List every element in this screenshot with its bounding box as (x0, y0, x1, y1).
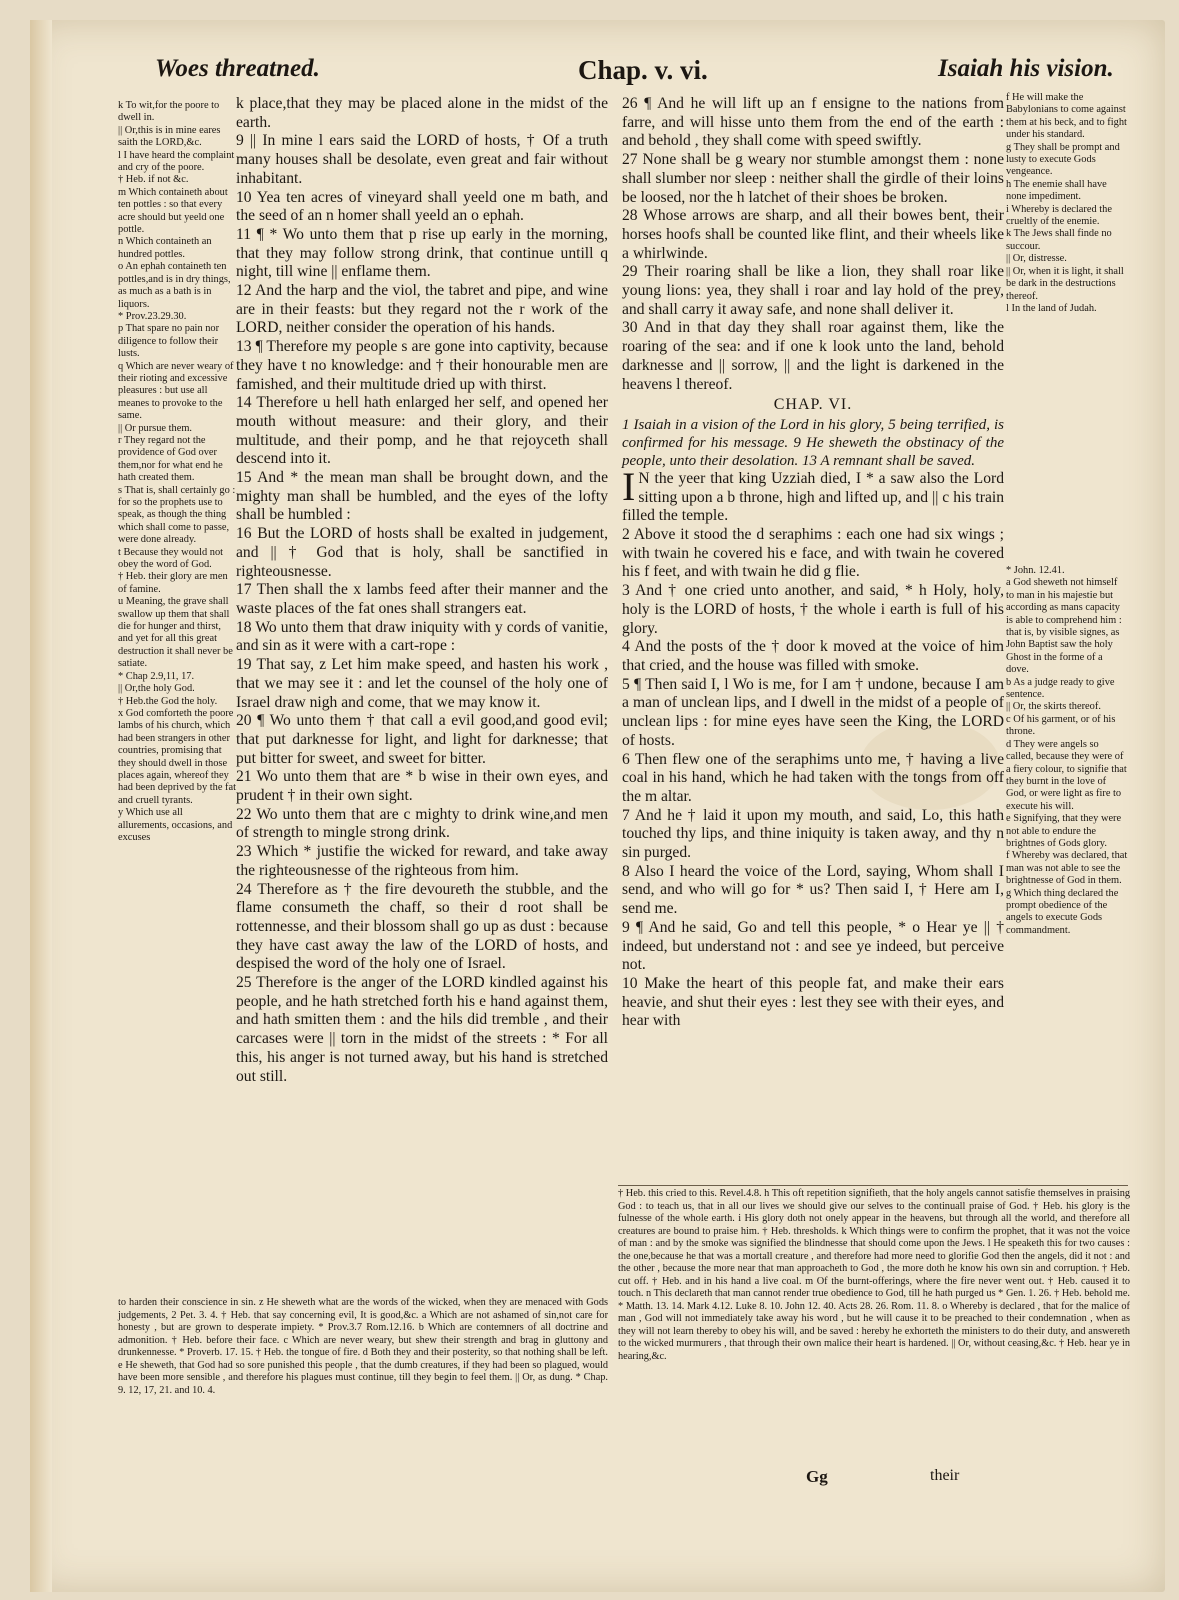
margin-note: l In the land of Judah. (1006, 302, 1097, 314)
margin-note: x God comforteth the poore lambs of his church, which had been strangers in other countries, promising that they should dwell in those places again, whereof they had been deprived by the fat and cruell tyrants. (118, 707, 237, 806)
verse: 6 Then flew one of the seraphims unto me, † having a live coal in his hand, which he had taken with the tongs from off the m altar. (622, 750, 1004, 805)
verse: 13 ¶ Therefore my people s are gone into captivity, because they have t no knowledge: and † their honourable men are famished, and their multitude dried up with thirst. (236, 338, 608, 393)
margin-note: || Or, when it is light, it shall be dark in the destructions thereof. (1006, 265, 1124, 302)
margin-note: m Which containeth about ten pottles : so that every acre should but yeeld one pottle. (118, 186, 228, 236)
margin-note: † Heb.the God the holy. (118, 695, 218, 707)
margin-note: * Prov.23.29.30. (118, 310, 187, 322)
verse: 3 And † one cried unto another, and said, * h Holy, holy, holy is the LORD of hosts, † the whole i earth is full of his glory. (622, 582, 1004, 637)
margin-note: t Because they would not obey the word of God. (118, 546, 224, 571)
verse: 10 Yea ten acres of vineyard shall yeeld one m bath, and the seed of an n homer shall yeeld an o ephah. (236, 188, 608, 225)
verse: k place,that they may be placed alone in the midst of the earth. (236, 95, 608, 131)
margin-note: f Whereby was declared, that man was not able to see the brightnesse of God in them. (1006, 850, 1128, 887)
verse: 26 ¶ And he will lift up an f ensigne to the nations from farre, and will hisse unto them from the end of the earth : and behold , they shall come with speed swiftly. (622, 95, 1004, 150)
verse: 14 Therefore u hell hath enlarged her self, and opened her mouth without measure: and their glory, and their multitude, and their pomp, and he that rejoyceth shall descend into it. (236, 394, 608, 468)
margin-note: o An ephah containeth ten pottles,and is in dry things, as much as a bath is in liquors. (118, 261, 231, 310)
running-head-left: Woes threatned. (155, 55, 320, 82)
margin-note: || Or, the skirts thereof. (1006, 701, 1101, 713)
chapter-six-verses (622, 526, 1004, 1031)
signature-mark: Gg (806, 1467, 828, 1486)
verse: 24 Therefore as † the fire devoureth the stubble, and the flame consumeth the chaff, so their d root shall be rottennesse, and their blossom shall go up as dust : because they have cast away the law of the LORD of hosts, and despised the word of the holy one of Israel. (236, 880, 608, 973)
footnote-rule (618, 1185, 1128, 1186)
verse: 9 ¶ And he said, Go and tell this people, * o Hear ye || † indeed, but understand not : and see ye indeed, but perceive not. (622, 918, 1004, 974)
margin-note: || Or,the holy God. (118, 683, 195, 695)
verse: 12 And the harp and the viol, the tabret and pipe, and wine are in their feasts: but they regard not the r work of the LORD, neither consider the operation of his hands. (236, 282, 608, 337)
verse: 22 Wo unto them that are c mighty to drink wine,and men of strength to mingle strong drink. (236, 805, 608, 842)
verse: 17 Then shall the x lambs feed after their manner and the waste places of the fat ones shall strangers eat. (236, 581, 608, 617)
margin-note: r They regard not the providence of God over them,nor for what end he hath created them. (118, 434, 223, 484)
margin-note: b As a judge ready to give sentence. (1006, 676, 1115, 701)
margin-note: † Heb. if not &c. (118, 174, 189, 186)
margin-note: n Which containeth an hundred pottles. (118, 236, 212, 260)
margin-note: f He will make the Babylonians to come against them at his beck, and to fight under his standard. (1006, 92, 1127, 141)
verse: 4 And the posts of the † door k moved at the voice of him that cried, and the house was filled with smoke. (622, 638, 1004, 674)
right-margin-notes-top (1006, 92, 1128, 315)
margin-note: h The enemie shall have none impediment. (1006, 178, 1107, 203)
footnote-block: to harden their conscience in sin. z He sheweth what are the words of the wicked, when they are menaced with Gods judgements, 2 Pet. 3. 4. † Heb. that say concerning evil, It is good,&c. a Which are not ashamed of sin,not care for honesty , but are grown to desperate impiety. * Prov.3.7 Rom.12.16. b Which are contemners of all doctrine and admonition. † Heb. before their face. c Which are never weary, but shew their strength and brag in gluttony and drunkennesse. * Proverb. 17. 15. † Heb. the tongue of fire. d Both they and their posterity, so that nothing shall be left. e He sheweth, that God had so sore punished this people , that the dumb creatures, if they had been so plagued, would have been more sensible , and therefore his plagues must continue, till they begin to feel them. || Or, as dung. * Chap. 9. 12, 17, 21. and 10. 4. (118, 1297, 608, 1396)
verse: 25 Therefore is the anger of the LORD kindled against his people, and he hath stretched forth his e hand against them, and hath smitten them : and the hils did tremble , and their carcases were || torn in the midst of the streets : * For all this, his anger is not turned away, but his hand is stretched out still. (236, 974, 608, 1085)
margin-note: || Or, distresse. (1006, 253, 1067, 265)
margin-note: * John. 12.41. (1006, 565, 1065, 576)
left-text-column (236, 95, 608, 1086)
verse: 20 ¶ Wo unto them † that call a evil good,and good evil; that put darknesse for light, and light for darknesse; that put bitter for sweet, and sweet for bitter. (236, 712, 608, 767)
chapter-verse-1 (622, 463, 1004, 526)
margin-note: d They were angels so called, because they were of a fiery colour, to signifie that they burnt in the love of God, or were light as fire to execute his will. (1006, 738, 1127, 812)
drop-cap: I (622, 463, 636, 509)
verse: 30 And in that day they shall roar against them, like the roaring of the sea: and if one k look unto the land, behold darknesse and || sorrow, || and the light is darkened in the heavens l thereof. (622, 319, 1004, 393)
verse: 23 Which * justifie the wicked for reward, and take away the righteousnesse of the righteous from him. (236, 843, 608, 879)
margin-note: † Heb. their glory are men of famine. (118, 571, 228, 595)
margin-note: a God sheweth not himself to man in his majestie but according as mans capacity is able to comprehend him : that is, by visible signes, as John Baptist saw the holy Ghost in the forme of a dove. (1006, 577, 1122, 676)
left-footnotes (118, 1297, 608, 1397)
margin-note: || Or,this is in mine eares saith the LORD,&c. (118, 124, 221, 149)
margin-note: q Which are never weary of their rioting and excessive pleasures : but use all meanes to provoke to the same. (118, 360, 234, 422)
margin-note: k To wit,for the poore to dwell in. (118, 100, 220, 124)
margin-note: u Meaning, the grave shall swallow up them that shall die for hunger and thirst, and yet for all this great destruction it shall never be satiate. (118, 596, 233, 670)
verse: 10 Make the heart of this people fat, and make their ears heavie, and shut their eyes : lest they see with their eyes, and hear with (622, 974, 1004, 1030)
catchword: their (930, 1467, 960, 1484)
margin-note: s That is, shall certainly go : for so the prophets use to speak, as though the thing which shall come to passe, were done already. (118, 484, 236, 546)
margin-note: i Whereby is declared the crueltly of the enemie. (1006, 203, 1112, 228)
running-head-right: Isaiah his vision. (938, 55, 1114, 82)
verse: 19 That say, z Let him make speed, and hasten his work , that we may see it : and let the counsel of the holy one of Israel draw nigh and come, that we may know it. (236, 656, 608, 711)
margin-note: y Which use all allurements, occasions, and excuses (118, 807, 233, 843)
verse: 7 And he † laid it upon my mouth, and said, Lo, this hath touched thy lips, and thine iniquity is taken away, and thy n sin purged. (622, 806, 1004, 862)
margin-note: c Of his garment, or of his throne. (1006, 713, 1116, 738)
verse: 2 Above it stood the d seraphims : each one had six wings ; with twain he covered his e face, and with twain he covered his f feet, and with twain he did g flie. (622, 526, 1004, 581)
verse: 15 And * the mean man shall be brought down, and the mighty man shall be humbled, and the eyes of the lofty shall be humbled : (236, 469, 608, 524)
right-footnotes (618, 1188, 1130, 1363)
margin-note: * Chap 2.9,11, 17. (118, 670, 195, 682)
chapter-summary: 1 Isaiah in a vision of the Lord in his glory, 5 being terrified, is confirmed for his message. 9 He sheweth the obstinacy of the people, unto their desolation. 13 A remnant shall be saved. (622, 416, 1004, 469)
verse: 18 Wo unto them that draw iniquity with y cords of vanitie, and sin as it were with a cart-rope : (236, 618, 608, 655)
margin-note: g Which thing declared the prompt obedience of the angels to execute Gods commandment. (1006, 887, 1119, 936)
verse: 16 But the LORD of hosts shall be exalted in judgement, and || † God that is holy, shall be sanctified in righteousnesse. (236, 525, 608, 580)
chapter-five-end (622, 95, 1004, 394)
margin-note: e Signifying, that they were not able to endure the brightnes of Gods glory. (1006, 813, 1122, 849)
verse: 8 Also I heard the voice of the Lord, saying, Whom shall I send, and who will go for * us? Then said I, † Here am I, send me. (622, 862, 1004, 918)
verse-text: N the yeer that king Uzziah died, I * a saw also the Lord sitting upon a b throne, high and lifted up, and || c his train filled the temple. (622, 469, 1004, 525)
margin-note: k The Jews shall finde no succour. (1006, 228, 1112, 252)
margin-note: || Or pursue them. (118, 422, 192, 434)
right-margin-notes-chapter (1006, 565, 1128, 937)
verse: 28 Whose arrows are sharp, and all their bowes bent, their horses hoofs shall be counted like flint, and their wheels like a whirlwinde. (622, 207, 1004, 262)
page-edge (30, 20, 52, 1592)
verse: 21 Wo unto them that are * b wise in their own eyes, and prudent † in their own sight. (236, 768, 608, 805)
right-text-column (622, 95, 1004, 1031)
footnote-block: † Heb. this cried to this. Revel.4.8. h This oft repetition signifieth, that the holy angels cannot satisfie themselves in praising God : to teach us, that in all our lives we should give our selves to the continuall praise of God. † Heb. his glory is the fulnesse of the whole earth. i His glory doth not onely appear in the heavens, but through all the world, and therefore all creatures are bound to praise him. † Heb. thresholds. k Which things were to confirm the prophet, that it was not the voice of man : and by the smoke was signified the blindnesse that should come upon the Jews. l He speaketh this for two causes : the one,because he that was a mortall creature , and therefore had more need to glorifie God then the angels, did it not : and the other , because the more near that man approacheth to God , the more doth he know his own sin and corruption. † Heb. cut off. † Heb. and in his hand a live coal. m Of the burnt-offerings, where the fire never went out. † Heb. caused it to touch. n This declareth that man cannot render true obedience to God, till he hath purged us * Gen. 1. 26. † Heb. behold me. * Matth. 13. 14. Mark 4.12. Luke 8. 10. John 12. 40. Acts 28. 26. Rom. 11. 8. o Whereby is declared , that for the malice of man , God will not immediately take away his word , but he will cause it to be preached to their condemnation , when as they will not learn thereby to obey his will, and be saved : hereby he exhorteth the ministers to do their duty, and answereth to the wicked murmurers , that through their own malice their heart is hardened. || Or, without ceasing,&c. † Heb. hear ye in hearing,&c. (618, 1188, 1130, 1362)
verse: 11 ¶ * Wo unto them that p rise up early in the morning, that they may follow strong drink, that continue untill q night, till wine || enflame them. (236, 225, 608, 281)
margin-note: p That spare no pain nor diligence to follow their lusts. (118, 323, 220, 360)
verse: 27 None shall be g weary nor stumble amongst them : none shall slumber nor sleep : neither shall the girdle of their loins be loosed, nor the h latchet of their shoes be broken. (622, 151, 1004, 206)
left-margin-notes (118, 100, 236, 844)
margin-note: l I have heard the complaint and cry of the poore. (118, 149, 235, 174)
margin-note: g They shall be prompt and lusty to execute Gods vengeance. (1006, 141, 1120, 178)
verse: 9 || In mine l ears said the LORD of hosts, † Of a truth many houses shall be desolate, even great and fair without inhabitant. (236, 132, 608, 187)
verse: 5 ¶ Then said I, l Wo is me, for I am † undone, because I am a man of unclean lips, and I dwell in the midst of a people of unclean lips : for mine eyes have seen the King, the LORD of hosts. (622, 675, 1004, 749)
verse: 29 Their roaring shall be like a lion, they shall roar like young lions: yea, they shall i roar and lay hold of the prey, and shall carry it away safe, and none shall deliver it. (622, 263, 1004, 318)
chapter-title: CHAP. VI. (773, 396, 853, 414)
running-head-center: Chap. v. vi. (578, 55, 708, 85)
